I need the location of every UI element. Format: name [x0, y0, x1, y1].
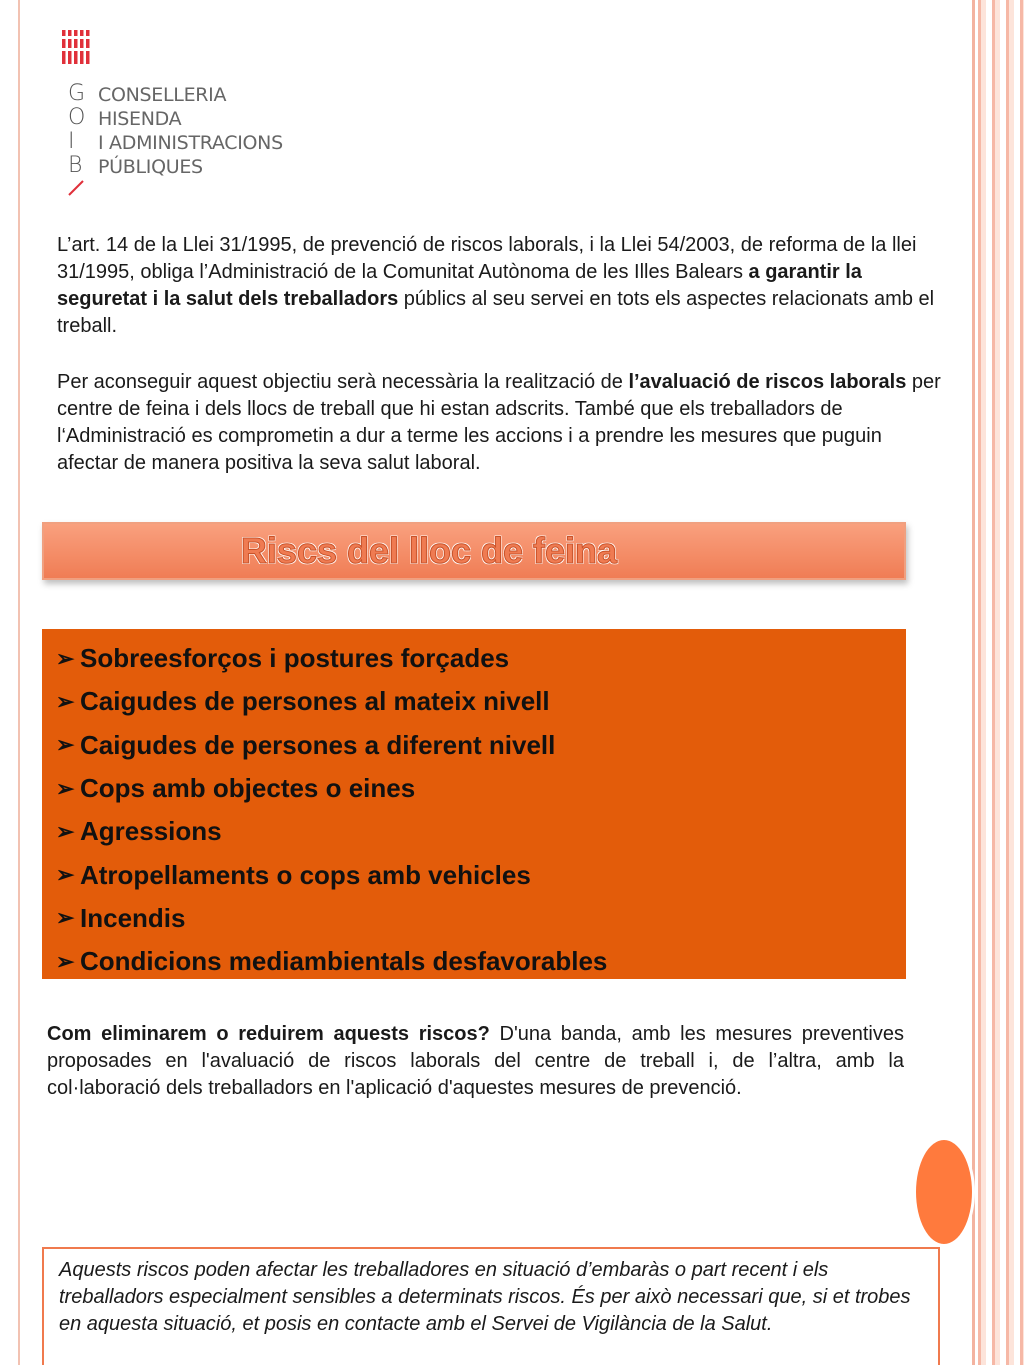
list-item: ➢ Atropellaments o cops amb vehicles [56, 859, 531, 890]
logo-letter-g: G [68, 81, 86, 106]
section-title: Riscs del lloc de feina [240, 530, 618, 571]
list-item: ➢ Caigudes de persones al mateix nivell [56, 686, 550, 717]
department-line: PÚBLIQUES [98, 156, 203, 178]
arrow-bullet-icon: ➢ [56, 818, 75, 844]
logo-slash-icon [68, 180, 86, 196]
right-decorative-stripes [972, 0, 1024, 1365]
list-item: ➢ Cops amb objectes o eines [56, 773, 416, 804]
section-title-banner [42, 522, 906, 580]
intro-paragraph-2: Per aconseguir aquest objectiu serà necessària la realització de l’avaluació de riscos laborals per centre de feina i dels llocs de treball que hi estan adscrits. També que els treballadors de l‘Administració es comprometin a dur a terme les accions i a prendre les mesures que puguin afectar de manera positiva la seva salut laboral. [57, 371, 941, 474]
logo-letter-b: B [68, 153, 83, 178]
department-line: HISENDA [98, 108, 182, 130]
arrow-bullet-icon: ➢ [56, 688, 75, 714]
arrow-bullet-icon: ➢ [56, 775, 75, 801]
department-line: I ADMINISTRACIONS [98, 132, 283, 154]
left-frame-border [0, 0, 20, 1365]
list-item: ➢ Agressions [56, 816, 222, 847]
arrow-bullet-icon: ➢ [56, 645, 75, 671]
list-item: ➢ Condicions mediambientals desfavorables [56, 946, 608, 977]
department-name [98, 83, 283, 179]
note-box [42, 1247, 940, 1365]
department-line: CONSELLERIA [98, 84, 227, 106]
arrow-bullet-icon: ➢ [56, 948, 75, 974]
risks-list [42, 629, 906, 979]
intro-paragraph-1: L’art. 14 de la Llei 31/1995, de prevenció de riscos laborals, i la Llei 54/2003, de reforma de la llei 31/1995, obliga l’Administració de la Comunitat Autònoma de les Illes Balears a garantir la seguretat i la salut dels treballadors públics al seu servei en tots els aspectes relacionats amb el treball. [57, 234, 935, 337]
list-item: ➢ Caigudes de persones a diferent nivell [56, 729, 556, 760]
goib-emblem-icon [60, 28, 92, 66]
list-item: ➢ Incendis [56, 902, 186, 933]
list-item: ➢ Sobreesforços i postures forçades [56, 643, 510, 674]
right-frame-line [972, 0, 975, 1365]
goib-letters [68, 82, 88, 178]
decorative-orange-oval [913, 1137, 975, 1247]
logo-letter-i: I [68, 129, 75, 154]
logo-letter-o: O [68, 105, 86, 130]
arrow-bullet-icon: ➢ [56, 732, 75, 758]
note-text: Aquests riscos poden afectar les treballadores en situació d’embaràs o part recent i els treballadors especialment sensibles a determinats riscos. És per això necessari que, si et trobes en aquesta situació, et posis en contacte amb el Servei de Vigilància de la Salut. [59, 1259, 911, 1335]
arrow-bullet-icon: ➢ [56, 862, 75, 888]
arrow-bullet-icon: ➢ [56, 905, 75, 931]
closing-paragraph: Com eliminarem o reduirem aquests riscos? D'una banda, amb les mesures preventives proposades en l'avaluació de riscos laborals del centre de treball i, de l’altra, amb la col·laboració dels treballadors en l'aplicació d'aquestes mesures de prevenció. [47, 1023, 904, 1099]
